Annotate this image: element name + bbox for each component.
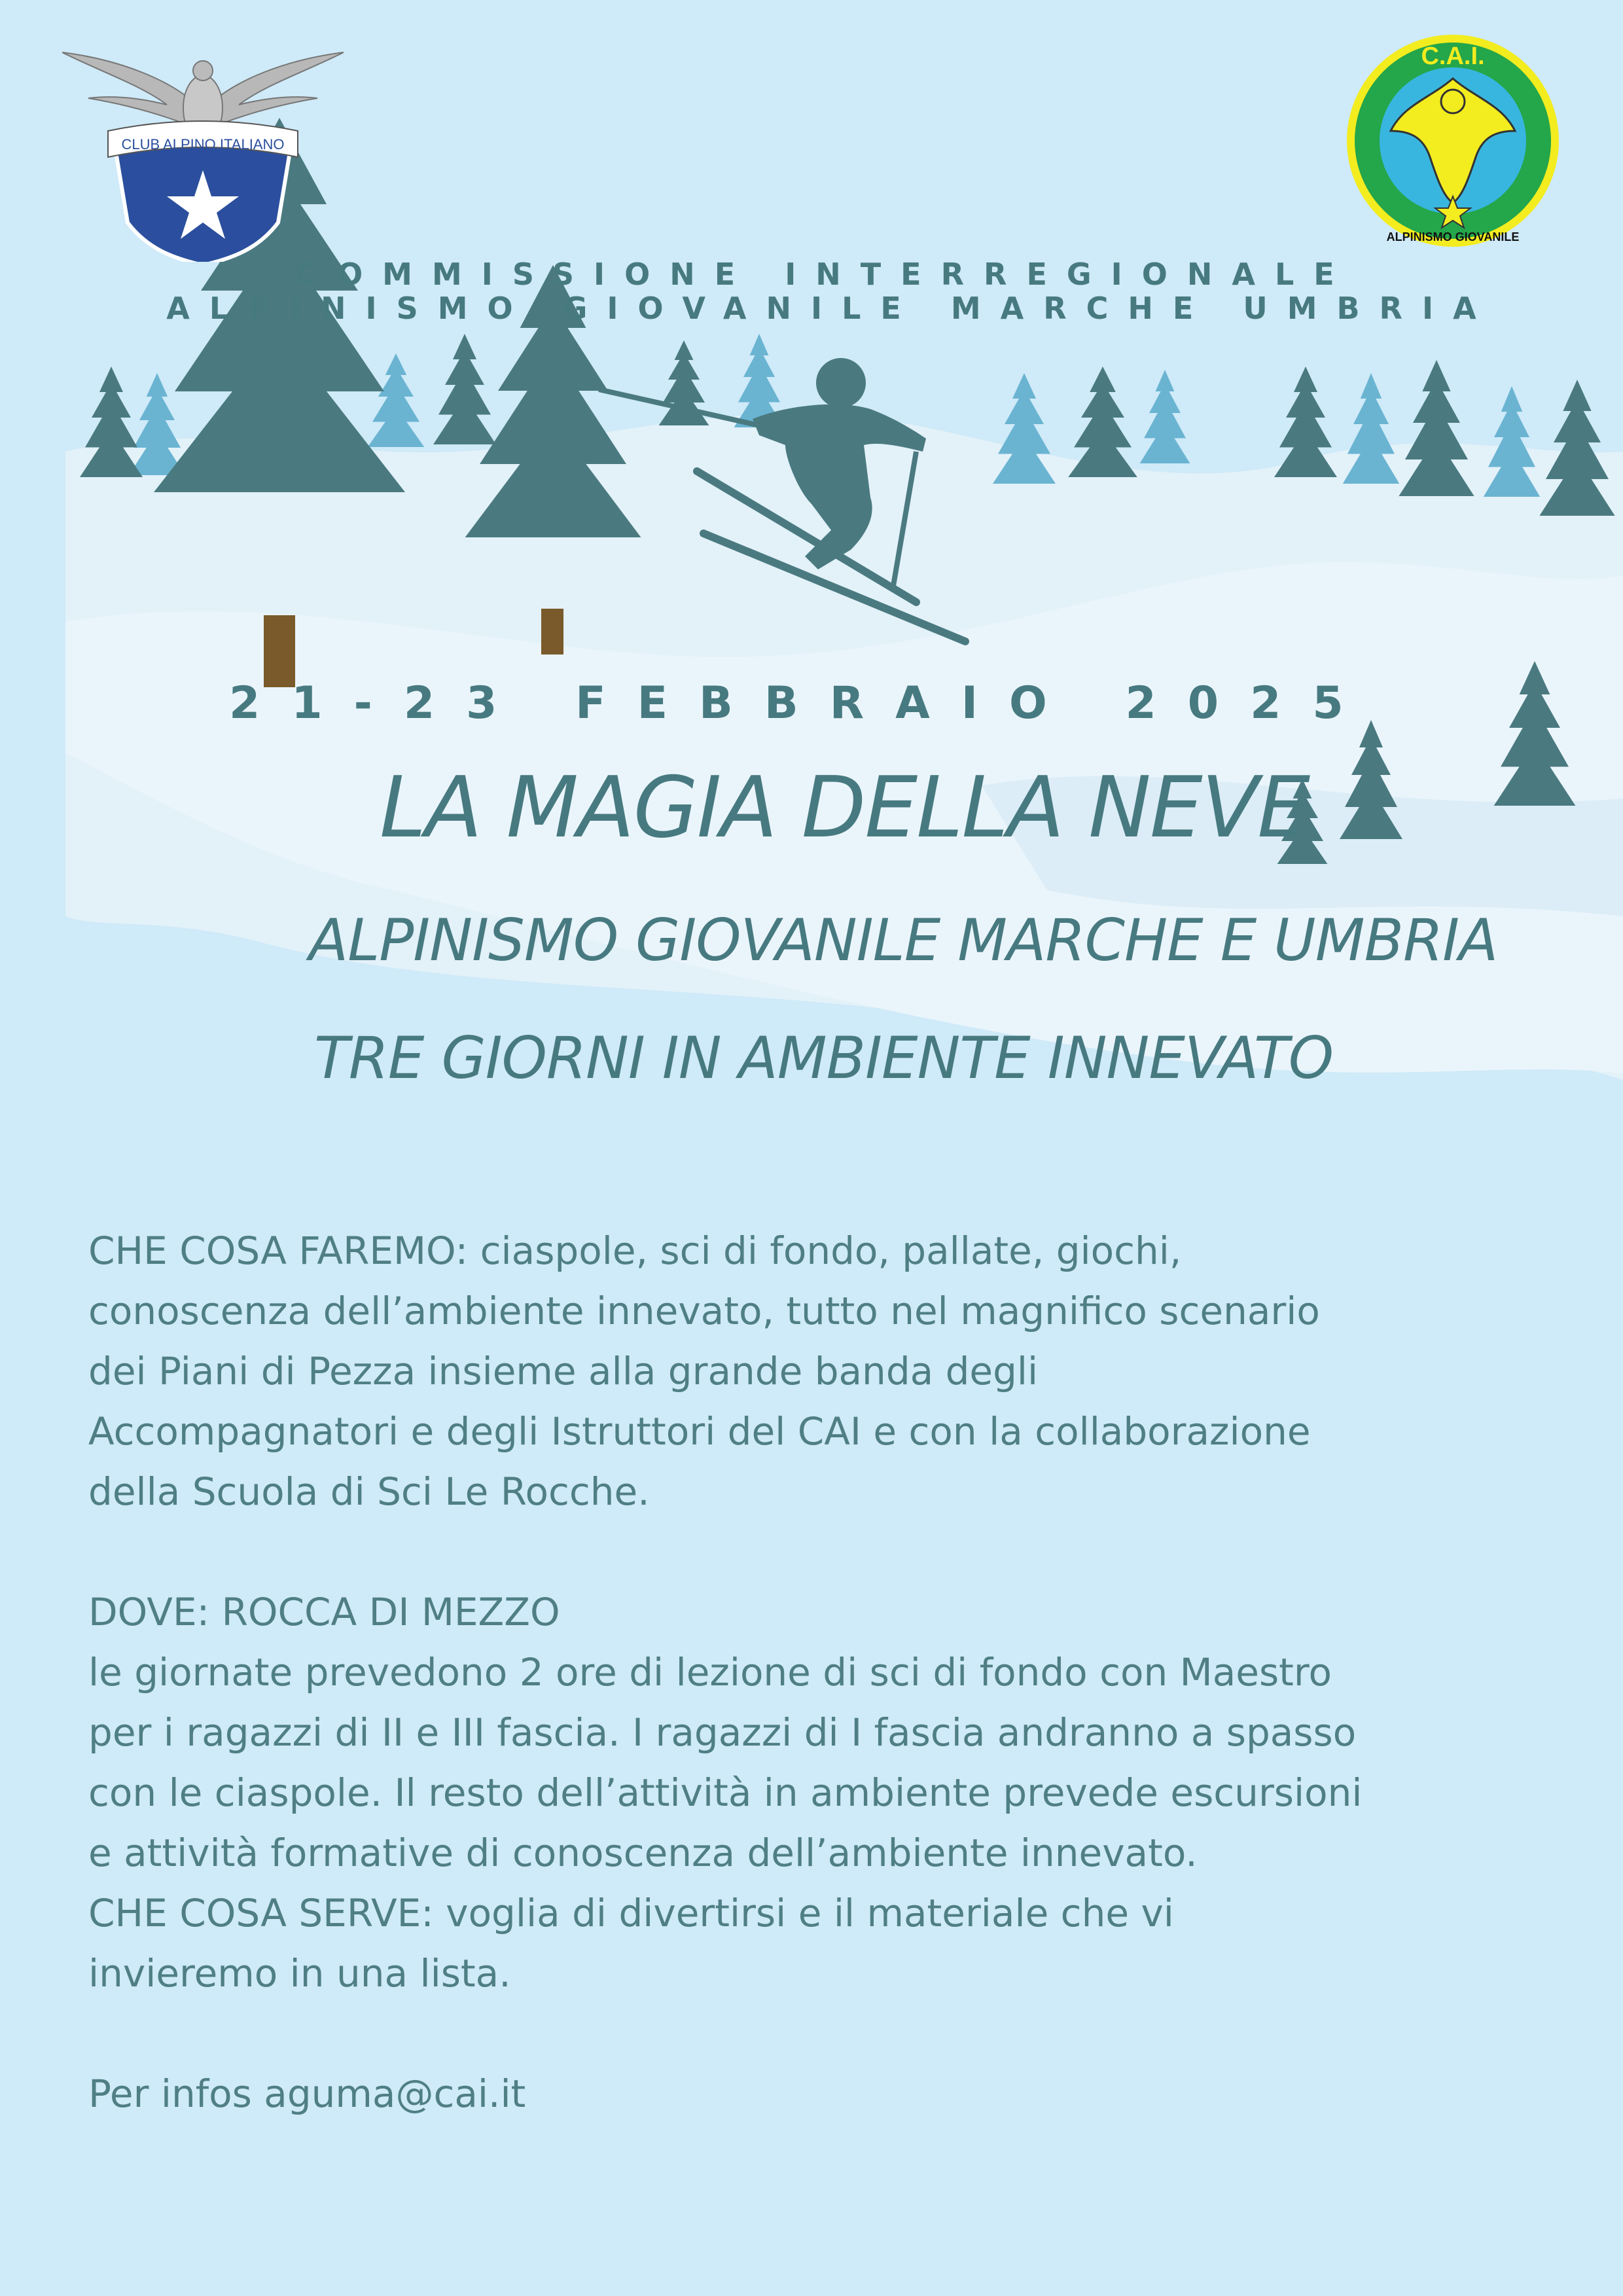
- contact-line: Per infos aguma@cai.it: [88, 2072, 526, 2116]
- body-line: conoscenza dell’ambiente innevato, tutto nel magnifico scenario: [88, 1289, 1320, 1333]
- body-line: della Scuola di Sci Le Rocche.: [88, 1469, 650, 1514]
- body-line: invieremo in una lista.: [88, 1951, 511, 1996]
- alpinismo-giovanile-logo-icon: [1345, 33, 1561, 249]
- body-line: CHE COSA SERVE: voglia di divertirsi e il materiale che vi: [88, 1891, 1174, 1935]
- paragraph-gap: [88, 1522, 1567, 1582]
- event-date: 21-23 FEBBRAIO 2025: [229, 677, 1375, 729]
- body-line: Accompagnatori e degli Istruttori del CAI e con la collaborazione: [88, 1409, 1311, 1454]
- body-line: DOVE: ROCCA DI MEZZO: [88, 1590, 560, 1634]
- body-line: CHE COSA FAREMO: ciaspole, sci di fondo, pallate, giochi,: [88, 1229, 1182, 1273]
- event-subtitle-2: TRE GIORNI IN AMBIENTE INNEVATO: [314, 1024, 1333, 1092]
- organization-line-2: ALPINISMO GIOVANILE MARCHE UMBRIA: [166, 291, 1496, 326]
- event-title: LA MAGIA DELLA NEVE: [380, 759, 1310, 857]
- logo-left-text: CLUB ALPINO ITALIANO: [121, 136, 285, 152]
- body-line: per i ragazzi di II e III fascia. I ragazzi di I fascia andranno a spasso: [88, 1710, 1357, 1755]
- event-description: [88, 1221, 1567, 2124]
- paragraph-gap: [88, 2003, 1567, 2064]
- cai-eagle-logo-icon: [62, 33, 344, 262]
- body-line: le giornate prevedono 2 ore di lezione di sci di fondo con Maestro: [88, 1650, 1332, 1695]
- body-line: e attività formative di conoscenza dell’ambiente innevato.: [88, 1831, 1198, 1875]
- organization-line-1: COMMISSIONE INTERREGIONALE: [295, 257, 1354, 292]
- logo-right-top-text: C.A.I.: [1421, 43, 1485, 70]
- event-subtitle-1: ALPINISMO GIOVANILE MARCHE E UMBRIA: [309, 906, 1498, 974]
- body-line: dei Piani di Pezza insieme alla grande banda degli: [88, 1349, 1039, 1393]
- body-line: con le ciaspole. Il resto dell’attività in ambiente prevede escursioni: [88, 1770, 1363, 1815]
- logo-right-ring-text: ALPINISMO GIOVANILE: [1386, 230, 1520, 243]
